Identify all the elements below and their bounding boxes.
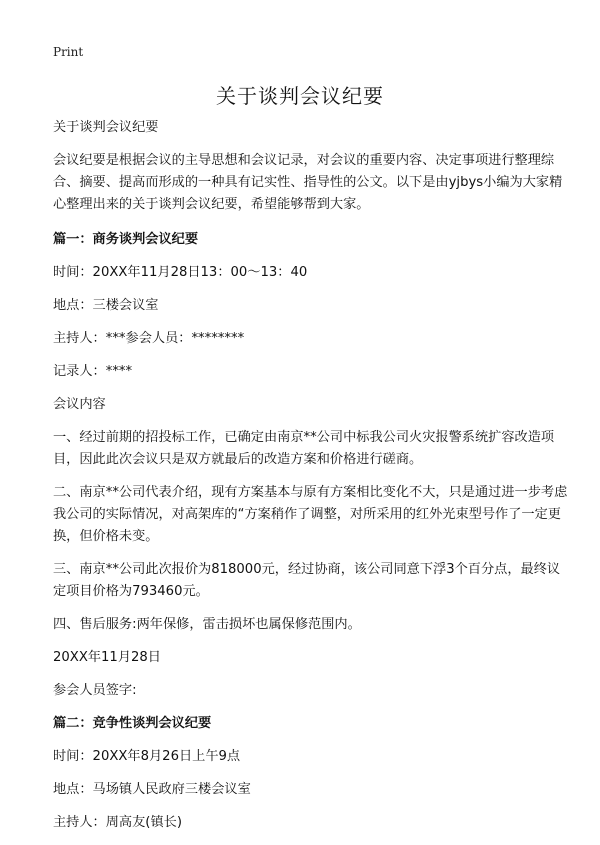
paragraph-host-2: 主持人：周高友(镇长) <box>53 815 182 830</box>
paragraph-location-1: 地点：三楼会议室 <box>53 298 159 313</box>
section-heading-2: 篇二：竞争性谈判会议纪要 <box>53 716 212 731</box>
paragraph-signature: 参会人员签字: <box>53 683 137 698</box>
paragraph-item-4: 四、售后服务:两年保修，雷击损坏也属保修范围内。 <box>53 617 361 632</box>
paragraph-host-1: 主持人：***参会人员：******** <box>53 331 245 346</box>
paragraph-item-1: 一、经过前期的招投标工作，已确定由南京**公司中标我公司火灾报警系统扩容改造项目，因此此次会议只是双方就最后的改造方案和价格进行磋商。 <box>53 430 555 467</box>
paragraph-location-2: 地点：马场镇人民政府三楼会议室 <box>53 782 251 797</box>
paragraph-item-3: 三、南京**公司此次报价为818000元，经过协商，该公司同意下浮3个百分点，最终议定项目价格为793460元。 <box>53 562 561 599</box>
paragraph-subtitle: 关于谈判会议纪要 <box>53 120 159 135</box>
paragraph-date: 20XX年11月28日 <box>53 650 161 665</box>
paragraph-content-heading: 会议内容 <box>53 397 106 412</box>
paragraph-time-2: 时间：20XX年8月26日上午9点 <box>53 749 241 764</box>
document-body <box>53 117 573 845</box>
paragraph-item-2: 二、南京**公司代表介绍，现有方案基本与原有方案相比变化不大，只是通过进一步考虑我公司的实际情况，对高架库的“方案稍作了调整，对所采用的红外光束型号作了一定更换，但价格未变。 <box>53 485 568 544</box>
section-heading-1: 篇一：商务谈判会议纪要 <box>53 232 199 247</box>
paragraph-recorder: 记录人：**** <box>53 364 133 379</box>
document-title: 关于谈判会议纪要 <box>216 84 384 108</box>
print-label: Print <box>53 45 84 59</box>
paragraph-intro: 会议纪要是根据会议的主导思想和会议记录，对会议的重要内容、决定事项进行整理综合、摘要、提高而形成的一种具有记实性、指导性的公文。以下是由yjbys小编为大家精心整理出来的关于谈判会议纪要，希望能够帮到大家。 <box>53 153 563 212</box>
paragraph-time-1: 时间：20XX年11月28日13：00～13：40 <box>53 265 308 280</box>
